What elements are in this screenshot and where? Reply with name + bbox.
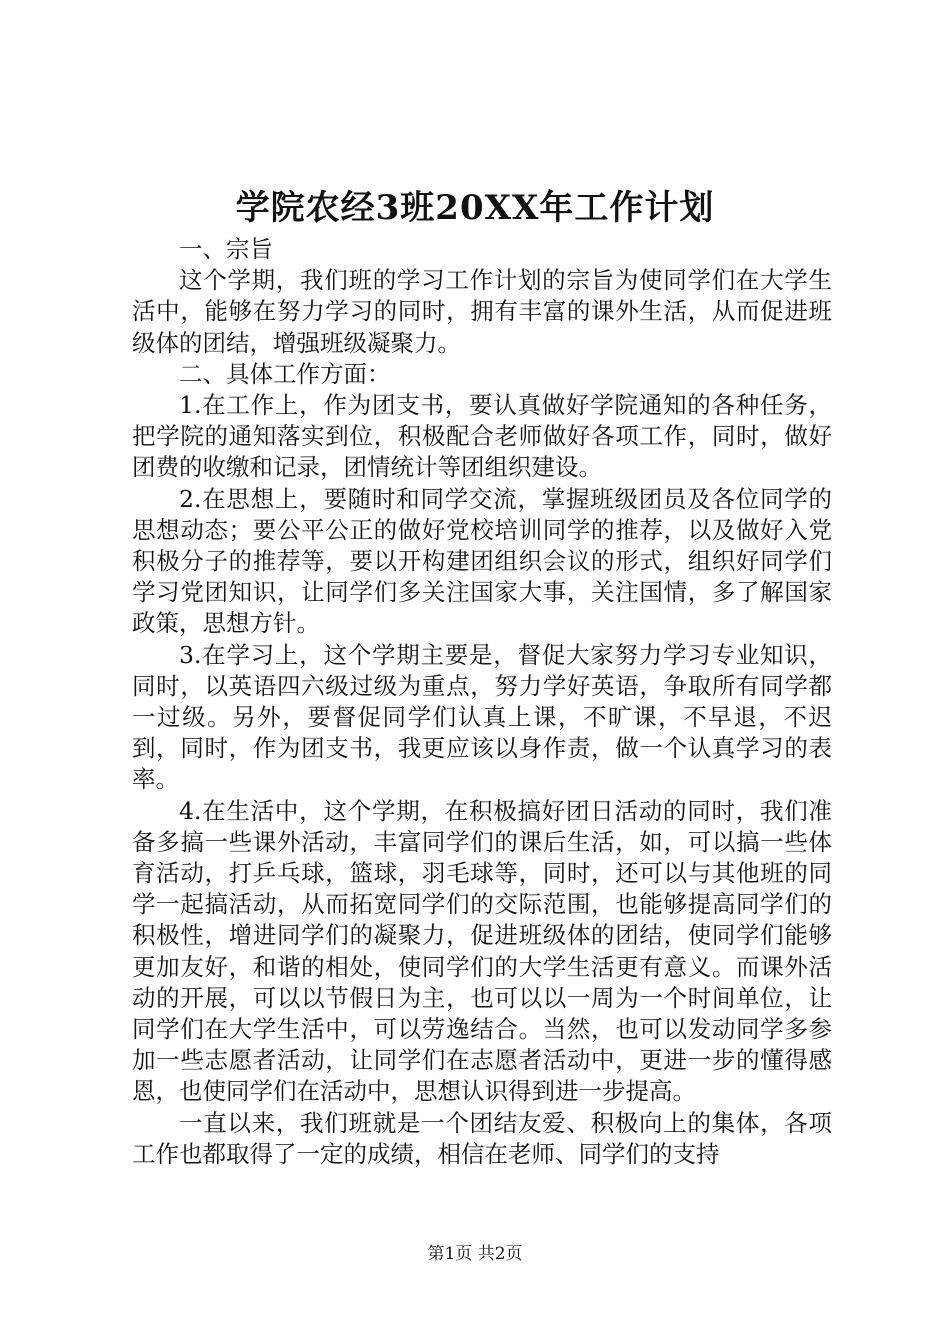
document-title: 学院农经3班20XX年工作计划 [235,188,715,228]
document-body [132,234,832,1170]
paragraph-item-4: 4.在生活中，这个学期，在积极搞好团日活动的同时，我们准备多搞一些课外活动，丰富同学们的课后生活，如，可以搞一些体育活动，打乒乓球，篮球，羽毛球等，同时，还可以与其他班的同学一起搞活动，从而拓宽同学们的交际范围，也能够提高同学们的积极性，增进同学们的凝聚力，促进班级体的团结，使同学们能够更加友好，和谐的相处，使同学们的大学生活更有意义。而课外活动的开展，可以以节假日为主，也可以以一周为一个时间单位，让同学们在大学生活中，可以劳逸结合。当然，也可以发动同学多参加一些志愿者活动，让同学们在志愿者活动中，更进一步的懂得感恩，也使同学们在活动中，思想认识得到进一步提高。 [132,796,832,1106]
heading-purpose: 一、宗旨 [179,235,273,263]
paragraph-item-2: 2.在思想上，要随时和同学交流，掌握班级团员及各位同学的思想动态；要公平公正的做好党校培训同学的推荐，以及做好入党积极分子的推荐等，要以开构建团组织会议的形式，组织好同学们学习党团知识，让同学们多关注国家大事，关注国情，多了解国家政策，思想方针。 [132,484,832,638]
paragraph-closing: 一直以来，我们班就是一个团结友爱、积极向上的集体，各项工作也都取得了一定的成绩，相信在老师、同学们的支持 [132,1108,832,1168]
paragraph-purpose: 这个学期，我们班的学习工作计划的宗旨为使同学们在大学生活中，能够在努力学习的同时，拥有丰富的课外生活，从而促进班级体的团结，增强班级凝聚力。 [132,266,832,357]
paragraph-item-1: 1.在工作上，作为团支书，要认真做好学院通知的各种任务，把学院的通知落实到位，积极配合老师做好各项工作，同时，做好团费的收缴和记录，团情统计等团组织建设。 [132,391,832,482]
heading-work-aspects: 二、具体工作方面： [179,359,391,388]
page-footer: 第1页 共2页 [427,1244,523,1264]
paragraph-item-3: 3.在学习上，这个学期主要是，督促大家努力学习专业知识，同时，以英语四六级过级为重点，努力学好英语，争取所有同学都一过级。另外，要督促同学们认真上课，不旷课，不早退，不迟到，同时，作为团支书，我更应该以身作责，做一个认真学习的表率。 [132,640,832,794]
